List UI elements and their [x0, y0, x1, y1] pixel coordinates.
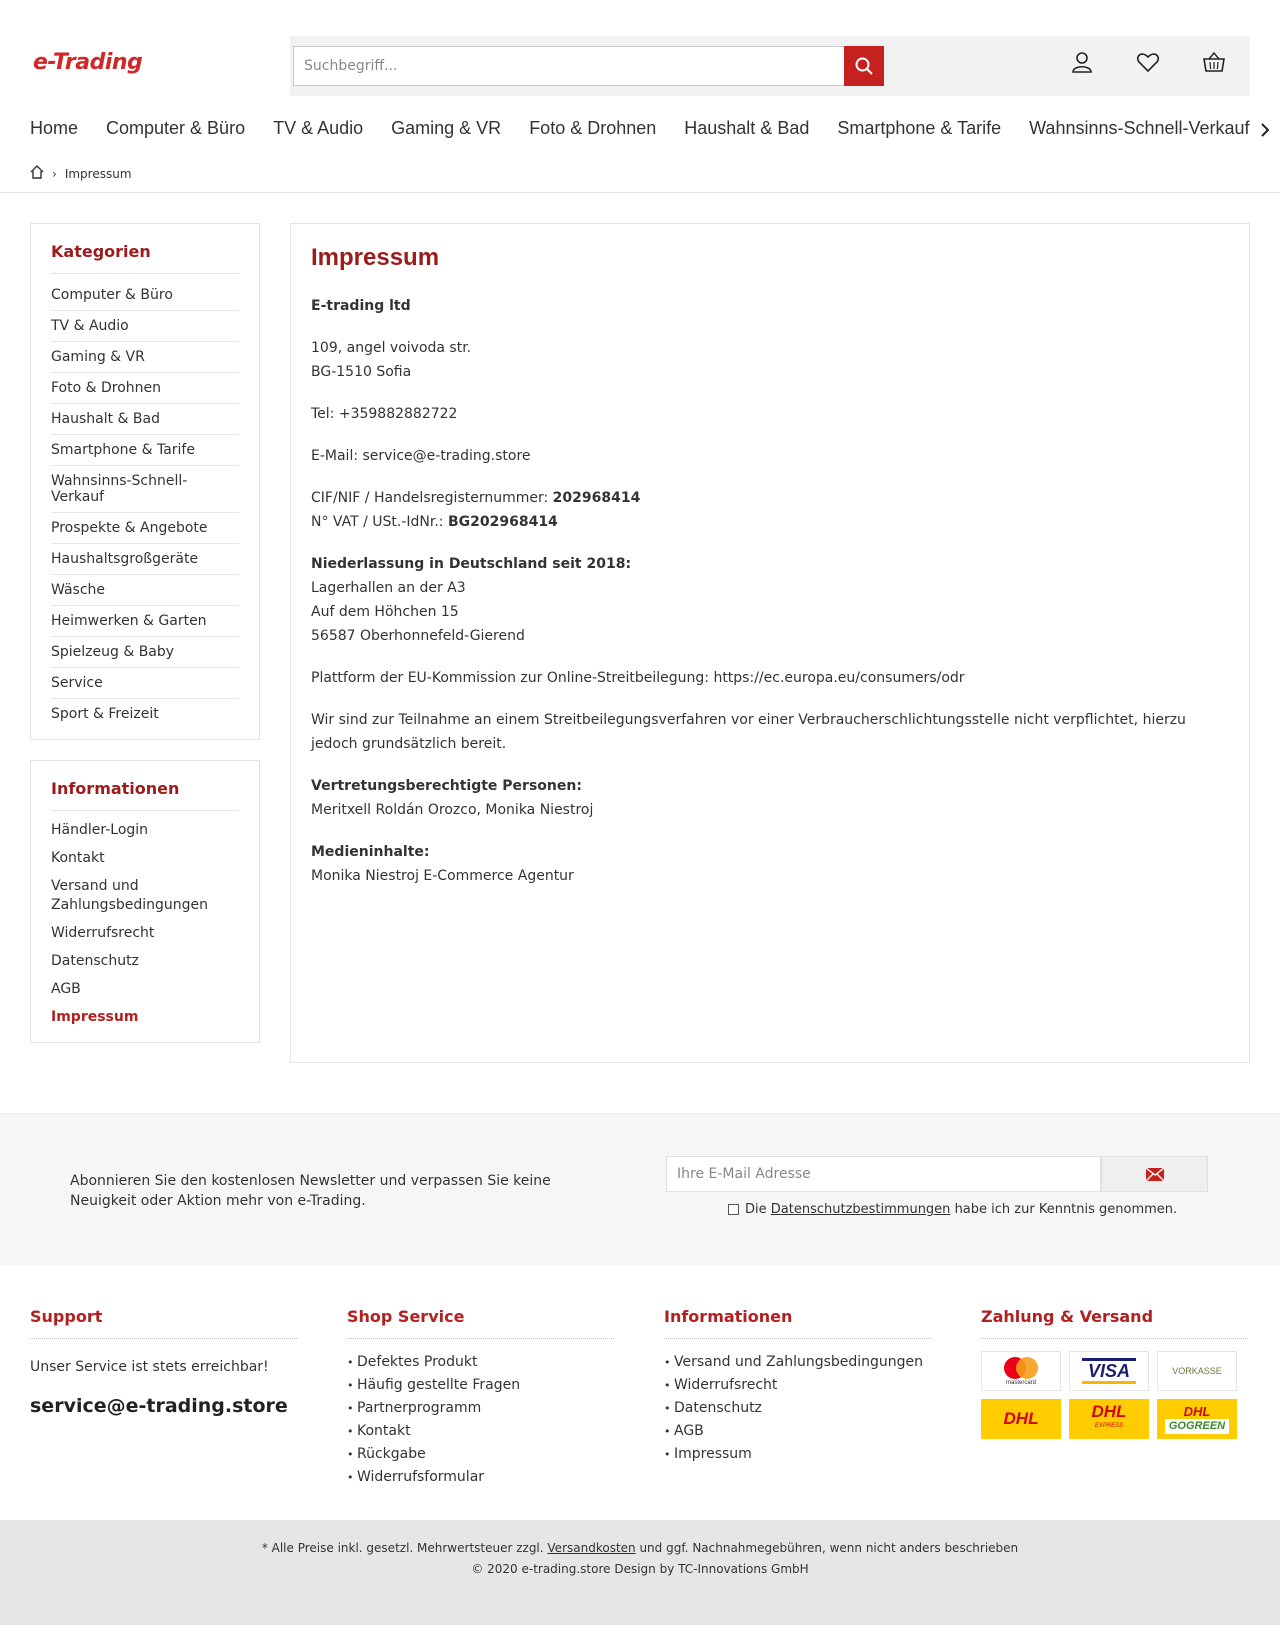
info-item-datenschutz[interactable]: Datenschutz — [51, 953, 139, 969]
category-item[interactable]: Haushalt & Bad — [51, 404, 239, 435]
info-item-impressum[interactable]: Impressum — [51, 1009, 139, 1025]
page-title: Impressum — [311, 244, 440, 271]
nav-item-sale[interactable]: Wahnsinns-Schnell-Verkauf — [1029, 118, 1250, 138]
footer-link[interactable]: • Kontakt — [347, 1420, 614, 1443]
footer-link[interactable]: • Häufig gestellte Fragen — [347, 1374, 614, 1397]
support-email-link[interactable]: service@e-trading.store — [30, 1395, 288, 1417]
search-form — [293, 46, 884, 86]
footer — [0, 1265, 1280, 1520]
branch-line: Lagerhallen an der A3 — [311, 580, 466, 596]
impressum-content — [290, 223, 1250, 1063]
category-item[interactable]: Computer & Büro — [51, 280, 239, 311]
category-item[interactable]: Sport & Freizeit — [51, 706, 159, 722]
category-item[interactable]: Wahnsinns-Schnell-Verkauf — [51, 466, 239, 513]
chevron-right-icon — [1260, 123, 1270, 137]
address-line: 109, angel voivoda str. — [311, 340, 472, 356]
info-item-haendler-login[interactable]: Händler-Login — [51, 822, 149, 838]
information-list — [51, 817, 239, 1032]
branch-title: Niederlassung in Deutschland seit 2018: — [311, 556, 632, 572]
category-item[interactable]: Service — [51, 668, 239, 699]
categories-list — [51, 280, 239, 729]
footer-link[interactable]: • Widerrufsformular — [347, 1466, 614, 1489]
phone-text: Tel: +359882882722 — [311, 406, 458, 422]
nav-item-tv-audio[interactable]: TV & Audio — [273, 118, 364, 138]
vat-label: N° VAT / USt.-IdNr.: — [311, 514, 448, 530]
newsletter-section — [0, 1113, 1280, 1265]
newsletter-submit-button[interactable] — [1101, 1156, 1208, 1192]
information-title: Informationen — [51, 779, 239, 811]
branch-line: Auf dem Höhchen 15 — [311, 604, 459, 620]
nav-item-foto[interactable]: Foto & Drohnen — [529, 118, 657, 138]
footer-link[interactable]: • Impressum — [664, 1443, 931, 1466]
footer-info-title: Informationen — [664, 1307, 931, 1339]
dhl-express-logo: DHL EXPRESS — [1069, 1399, 1149, 1439]
newsletter-consent — [728, 1202, 1177, 1217]
info-item-versand[interactable]: Versand und Zahlungsbedingungen — [51, 878, 209, 913]
main-navigation — [30, 118, 1280, 146]
legal-bar — [0, 1520, 1280, 1625]
footer-link[interactable]: • Versand und Zahlungsbedingungen — [664, 1351, 931, 1374]
branch-line: 56587 Oberhonnefeld-Gierend — [311, 628, 525, 644]
heart-icon[interactable] — [1136, 50, 1160, 74]
mastercard-logo: mastercard — [981, 1351, 1061, 1391]
categories-title: Kategorien — [51, 242, 239, 274]
category-item[interactable]: Gaming & VR — [51, 342, 239, 373]
cif-value: 202968414 — [552, 490, 641, 506]
newsletter-email-input[interactable] — [666, 1156, 1101, 1192]
consent-text: Die Datenschutzbestimmungen habe ich zur Kenntnis genommen. — [745, 1202, 1178, 1217]
footer-link[interactable]: • Defektes Produkt — [347, 1351, 614, 1374]
support-text: Unser Service ist stets erreichbar! — [30, 1359, 269, 1375]
dhl-gogreen-logo: DHL GOGREEN — [1157, 1399, 1237, 1439]
site-header — [0, 0, 1280, 138]
category-item[interactable]: Haushaltsgroßgeräte — [51, 544, 239, 575]
sidebar — [30, 223, 260, 1063]
breadcrumb-current: Impressum — [64, 166, 132, 181]
envelope-icon — [1146, 1168, 1164, 1181]
representatives-title: Vertretungsberechtigte Personen: — [311, 778, 582, 794]
footer-link[interactable]: • AGB — [664, 1420, 931, 1443]
info-item-widerrufsrecht[interactable]: Widerrufsrecht — [51, 925, 155, 941]
payment-logos — [981, 1351, 1248, 1439]
category-item[interactable]: Foto & Drohnen — [51, 373, 239, 404]
visa-logo: VISA — [1069, 1351, 1149, 1391]
footer-link[interactable]: • Widerrufsrecht — [664, 1374, 931, 1397]
nav-item-computer[interactable]: Computer & Büro — [106, 118, 246, 138]
newsletter-text: Abonnieren Sie den kostenlosen Newsletter und verpassen Sie keine Neuigkeit oder Aktion mehr von e-Trading. — [70, 1173, 551, 1209]
home-icon[interactable] — [30, 165, 44, 182]
category-item[interactable]: Spielzeug & Baby — [51, 637, 239, 668]
nav-scroll-right-button[interactable] — [1250, 112, 1280, 148]
footer-support — [30, 1307, 297, 1490]
footer-link[interactable]: • Partnerprogramm — [347, 1397, 614, 1420]
footer-pay-title: Zahlung & Versand — [981, 1307, 1248, 1339]
breadcrumb — [0, 155, 1280, 193]
nav-item-haushalt[interactable]: Haushalt & Bad — [684, 118, 810, 138]
info-item-kontakt[interactable]: Kontakt — [51, 850, 105, 866]
footer-information — [664, 1307, 931, 1490]
media-text: Monika Niestroj E-Commerce Agentur — [311, 868, 574, 884]
odr-text: Plattform der EU-Kommission zur Online-Streitbeilegung: https://ec.europa.eu/consumers/odr — [311, 670, 965, 686]
dhl-logo: DHL — [981, 1399, 1061, 1439]
vorkasse-logo: VORKASSE — [1157, 1351, 1237, 1391]
nav-item-home[interactable]: Home — [30, 118, 79, 138]
header-icons — [1070, 50, 1226, 74]
chevron-right-icon: › — [52, 166, 57, 181]
email-text: E-Mail: service@e-trading.store — [311, 448, 531, 464]
cif-label: CIF/NIF / Handelsregisternummer: — [311, 490, 553, 506]
content-area — [0, 193, 1280, 1063]
dispute-text: Wir sind zur Teilnahme an einem Streitbeilegungsverfahren vor einer Verbraucherschlichtungsstelle nicht verpflichtet, hierzu jedoch grundsätzlich bereit. — [311, 712, 1186, 752]
logo[interactable]: e-Trading — [33, 50, 143, 75]
privacy-link[interactable]: Datenschutzbestimmungen — [770, 1202, 951, 1217]
shipping-costs-link[interactable]: Versandkosten — [547, 1541, 636, 1555]
consent-checkbox[interactable] — [728, 1204, 739, 1215]
footer-link[interactable]: • Datenschutz — [664, 1397, 931, 1420]
user-icon[interactable] — [1070, 50, 1094, 74]
media-title: Medieninhalte: — [311, 844, 430, 860]
search-input[interactable] — [293, 46, 844, 86]
nav-item-gaming[interactable]: Gaming & VR — [391, 118, 502, 138]
info-item-agb[interactable]: AGB — [51, 981, 81, 997]
category-item[interactable]: Heimwerken & Garten — [51, 606, 239, 637]
nav-item-smartphone[interactable]: Smartphone & Tarife — [837, 118, 1002, 138]
vat-value: BG202968414 — [447, 514, 558, 530]
footer-payment-shipping — [981, 1307, 1248, 1490]
representatives-text: Meritxell Roldán Orozco, Monika Niestroj — [311, 802, 594, 818]
category-item[interactable]: TV & Audio — [51, 311, 239, 342]
information-box — [30, 760, 260, 1043]
footer-shop-title: Shop Service — [347, 1307, 614, 1339]
price-note: * Alle Preise inkl. gesetzl. Mehrwertsteuer zzgl. Versandkosten und ggf. Nachnahmegebühren, wenn nicht anders beschrieben — [261, 1541, 1019, 1555]
footer-support-title: Support — [30, 1307, 297, 1339]
footer-link[interactable]: • Rückgabe — [347, 1443, 614, 1466]
category-item[interactable]: Prospekte & Angebote — [51, 513, 239, 544]
footer-shop-service — [347, 1307, 614, 1490]
search-button[interactable] — [844, 46, 884, 86]
categories-box — [30, 223, 260, 740]
company-name: E-trading ltd — [311, 298, 411, 314]
basket-icon[interactable] — [1202, 50, 1226, 74]
copyright: © 2020 e-trading.store Design by TC-Innovations GmbH — [471, 1562, 809, 1576]
category-item[interactable]: Smartphone & Tarife — [51, 435, 239, 466]
category-item[interactable]: Wäsche — [51, 575, 239, 606]
address-line: BG-1510 Sofia — [311, 364, 412, 380]
search-icon — [854, 56, 874, 76]
